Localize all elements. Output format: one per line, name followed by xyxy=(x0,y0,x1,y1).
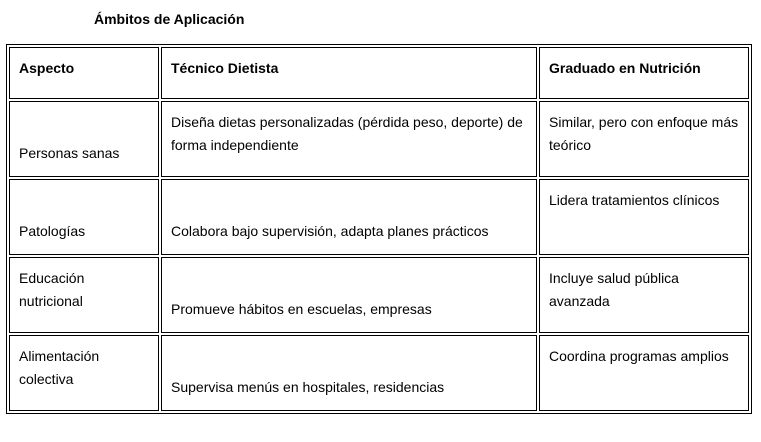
header-aspecto: Aspecto xyxy=(9,47,159,99)
cell-tecnico-dietista: Promueve hábitos en escuelas, empresas xyxy=(161,257,537,333)
table-row xyxy=(9,101,749,177)
table-row xyxy=(9,335,749,411)
cell-graduado-nutricion: Incluye salud pública avanzada xyxy=(539,257,749,333)
cell-aspecto: Patologías xyxy=(9,179,159,255)
cell-aspecto: Personas sanas xyxy=(9,101,159,177)
table-row xyxy=(9,179,749,255)
header-graduado-nutricion: Graduado en Nutrición xyxy=(539,47,749,99)
document-title: Ámbitos de Aplicación xyxy=(94,11,245,27)
cell-graduado-nutricion: Coordina programas amplios xyxy=(539,335,749,411)
cell-graduado-nutricion: Similar, pero con enfoque más teórico xyxy=(539,101,749,177)
cell-tecnico-dietista: Colabora bajo supervisión, adapta planes prácticos xyxy=(161,179,537,255)
cell-aspecto: Educación nutricional xyxy=(9,257,159,333)
table-row xyxy=(9,257,749,333)
cell-tecnico-dietista: Supervisa menús en hospitales, residencias xyxy=(161,335,537,411)
comparison-table xyxy=(6,44,752,414)
cell-tecnico-dietista: Diseña dietas personalizadas (pérdida peso, deporte) de forma independiente xyxy=(161,101,537,177)
header-tecnico-dietista: Técnico Dietista xyxy=(161,47,537,99)
cell-aspecto: Alimentación colectiva xyxy=(9,335,159,411)
cell-graduado-nutricion: Lidera tratamientos clínicos xyxy=(539,179,749,255)
table-header-row xyxy=(9,47,749,99)
